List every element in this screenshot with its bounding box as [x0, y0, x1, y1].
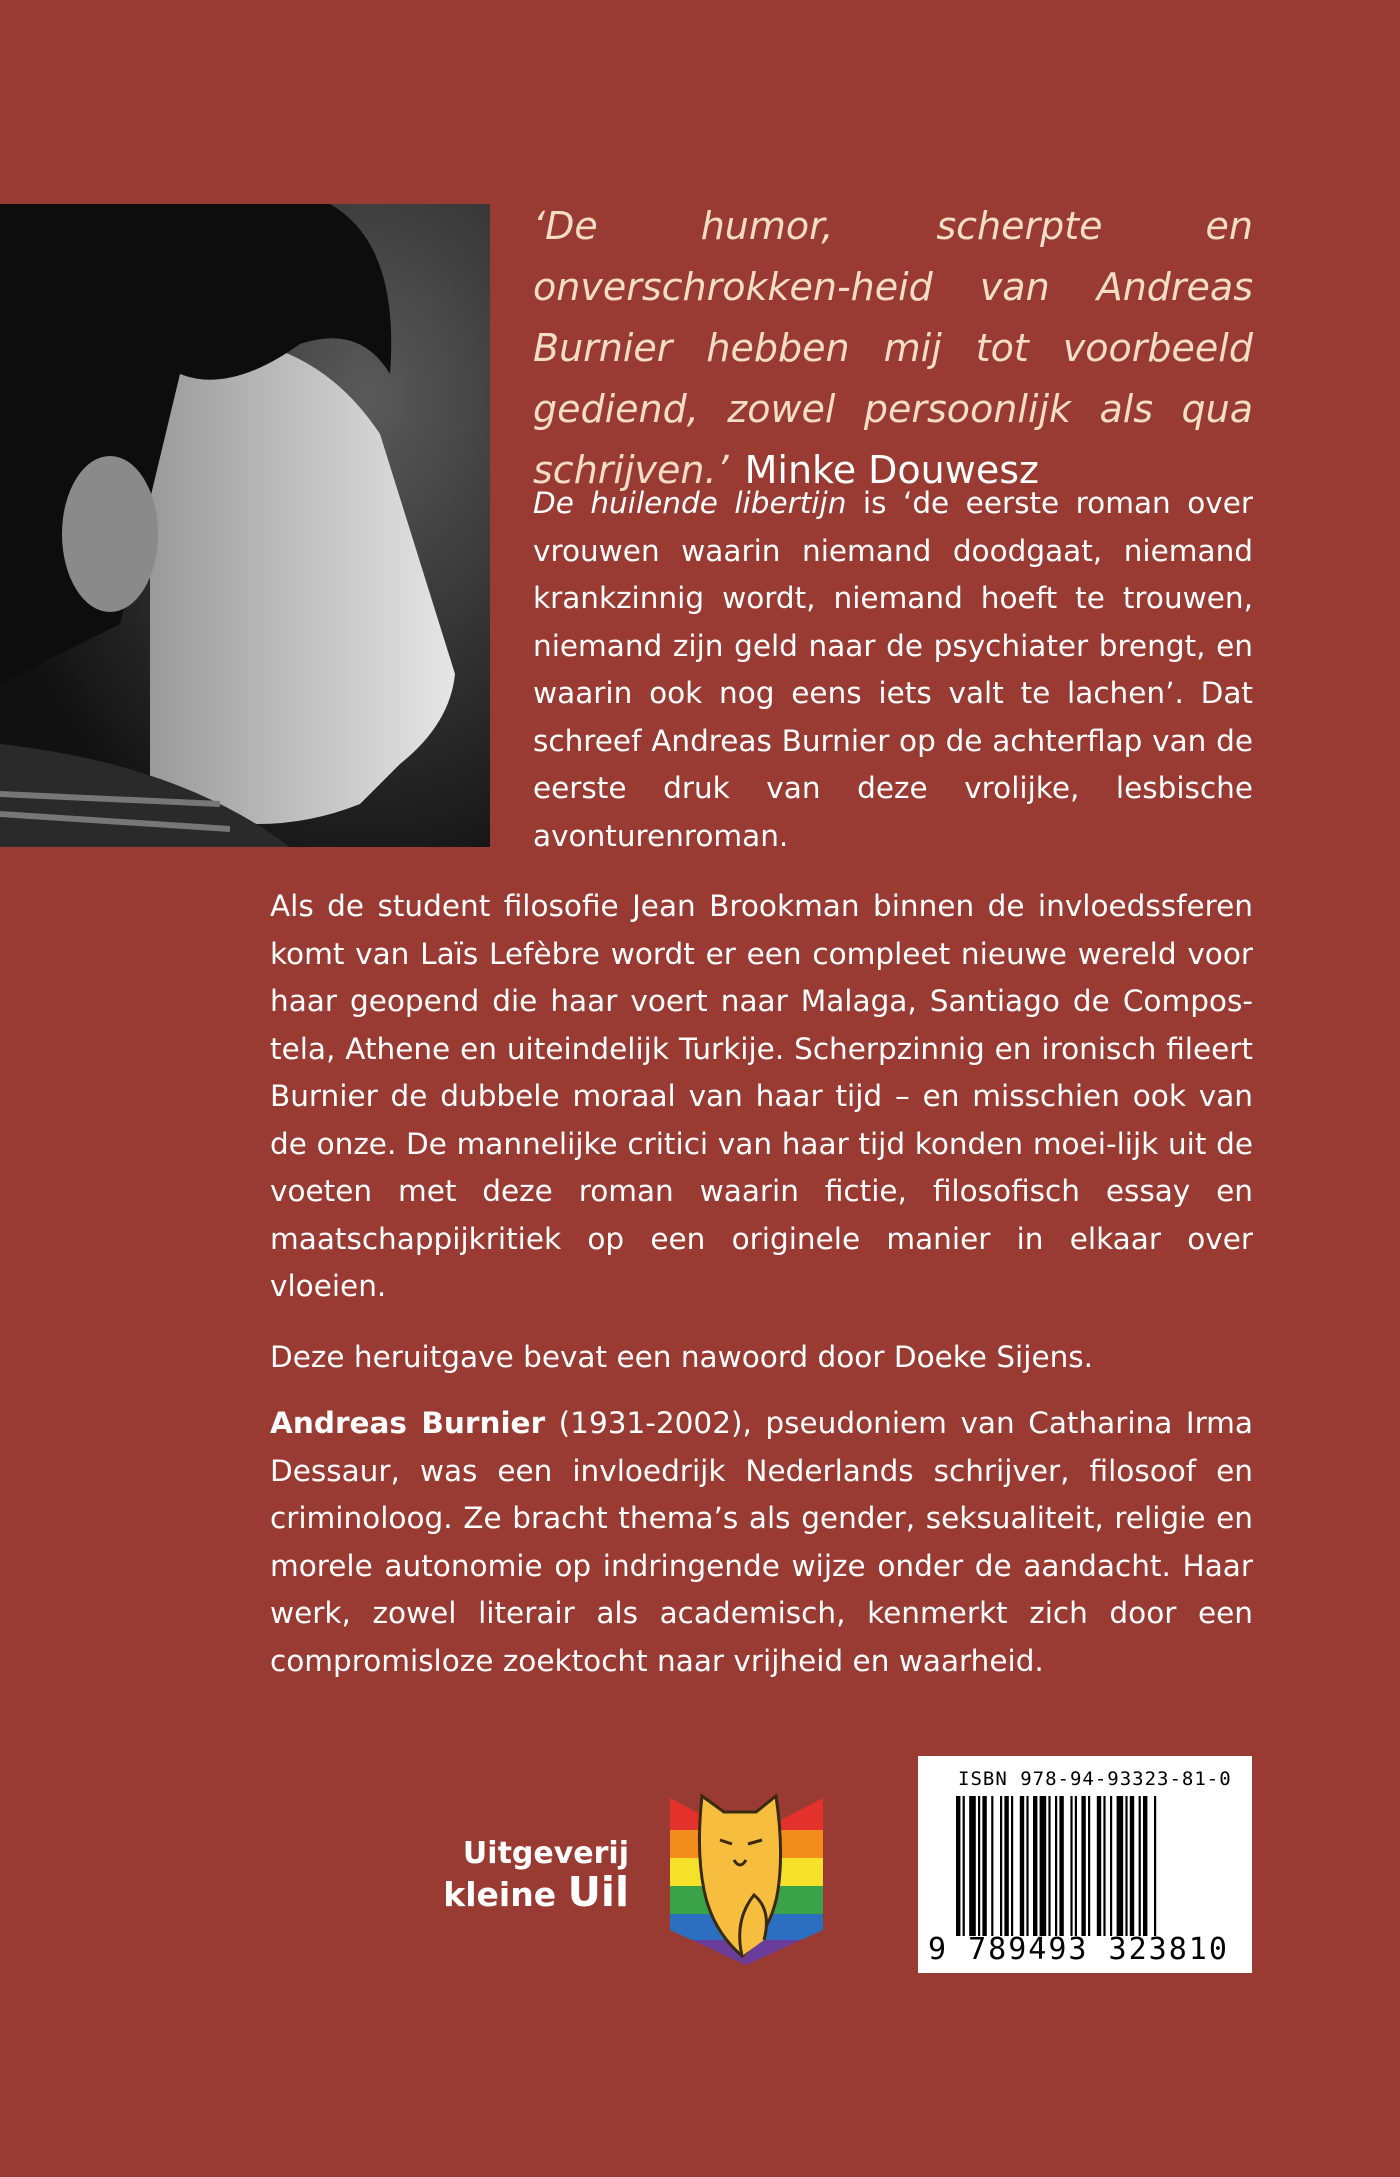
publisher-line1: Uitgeverij — [462, 1836, 629, 1871]
owl-rainbow-book-icon — [668, 1790, 825, 1965]
intro-paragraph — [533, 480, 1253, 860]
publisher-line2: kleine — [443, 1875, 568, 1914]
barcode-number: 9 789493 323810 — [928, 1932, 1229, 1967]
barcode-bars — [956, 1796, 1218, 1936]
publisher-name — [424, 1836, 629, 1915]
isbn-barcode — [918, 1756, 1252, 1973]
author-name: Andreas Burnier — [270, 1406, 546, 1440]
book-title: De huilende libertijn — [533, 486, 847, 520]
reissue-note: Deze heruitgave bevat een nawoord door Doeke Sijens. — [270, 1339, 1094, 1374]
author-bio — [270, 1400, 1253, 1685]
review-quote — [533, 196, 1253, 501]
publisher-line2-uil: Uil — [567, 1868, 629, 1916]
synopsis-paragraph: Als de student filosofie Jean Brookman binnen de invloedssferen komt van Laïs Lefèbre wordt er een compleet nieuwe wereld voor haar geopend die haar voert naar Malaga, Santiago de Compos-tela, Athene en uiteindelijk Turkije. Scherpzinnig en ironisch fileert Burnier de dubbele moraal van haar tijd – en misschien ook van de onze. De mannelijke critici van haar tijd konden moei-lijk uit de voeten met deze roman waarin fictie, filosofisch essay en maatschappijkritiek op een originele manier in elkaar over vloeien. — [270, 889, 1253, 1303]
intro-text: is ‘de eerste roman over vrouwen waarin niemand doodgaat, niemand krankzinnig wordt, niemand hoeft te trouwen, niemand zijn geld naar de psychiater brengt, en waarin ook nog eens iets valt te lachen’. Dat schreef Andreas Burnier op de achterflap van de eerste druk van deze vrolijke, lesbische avonturenroman. — [533, 486, 1253, 853]
quote-author: Minke Douwesz — [744, 448, 1039, 492]
bio-text: (1931-2002), pseudoniem van Catharina Irma Dessaur, was een invloedrijk Nederlands schrijver, filosoof en criminoloog. Ze bracht thema’s als gender, seksualiteit, religie en morele autonomie op indringende wijze onder de aandacht. Haar werk, zowel literair als academisch, kenmerkt zich door een compromisloze zoektocht naar vrijheid en waarheid. — [270, 1406, 1254, 1678]
isbn-label: ISBN 978-94-93323-81-0 — [958, 1768, 1232, 1790]
quote-text: ‘De humor, scherpte en onverschrokken-heid van Andreas Burnier hebben mij tot voorbeeld gediend, zowel persoonlijk als qua schrijven.’ — [533, 204, 1253, 492]
author-photo — [0, 204, 490, 847]
main-text — [270, 883, 1253, 1708]
